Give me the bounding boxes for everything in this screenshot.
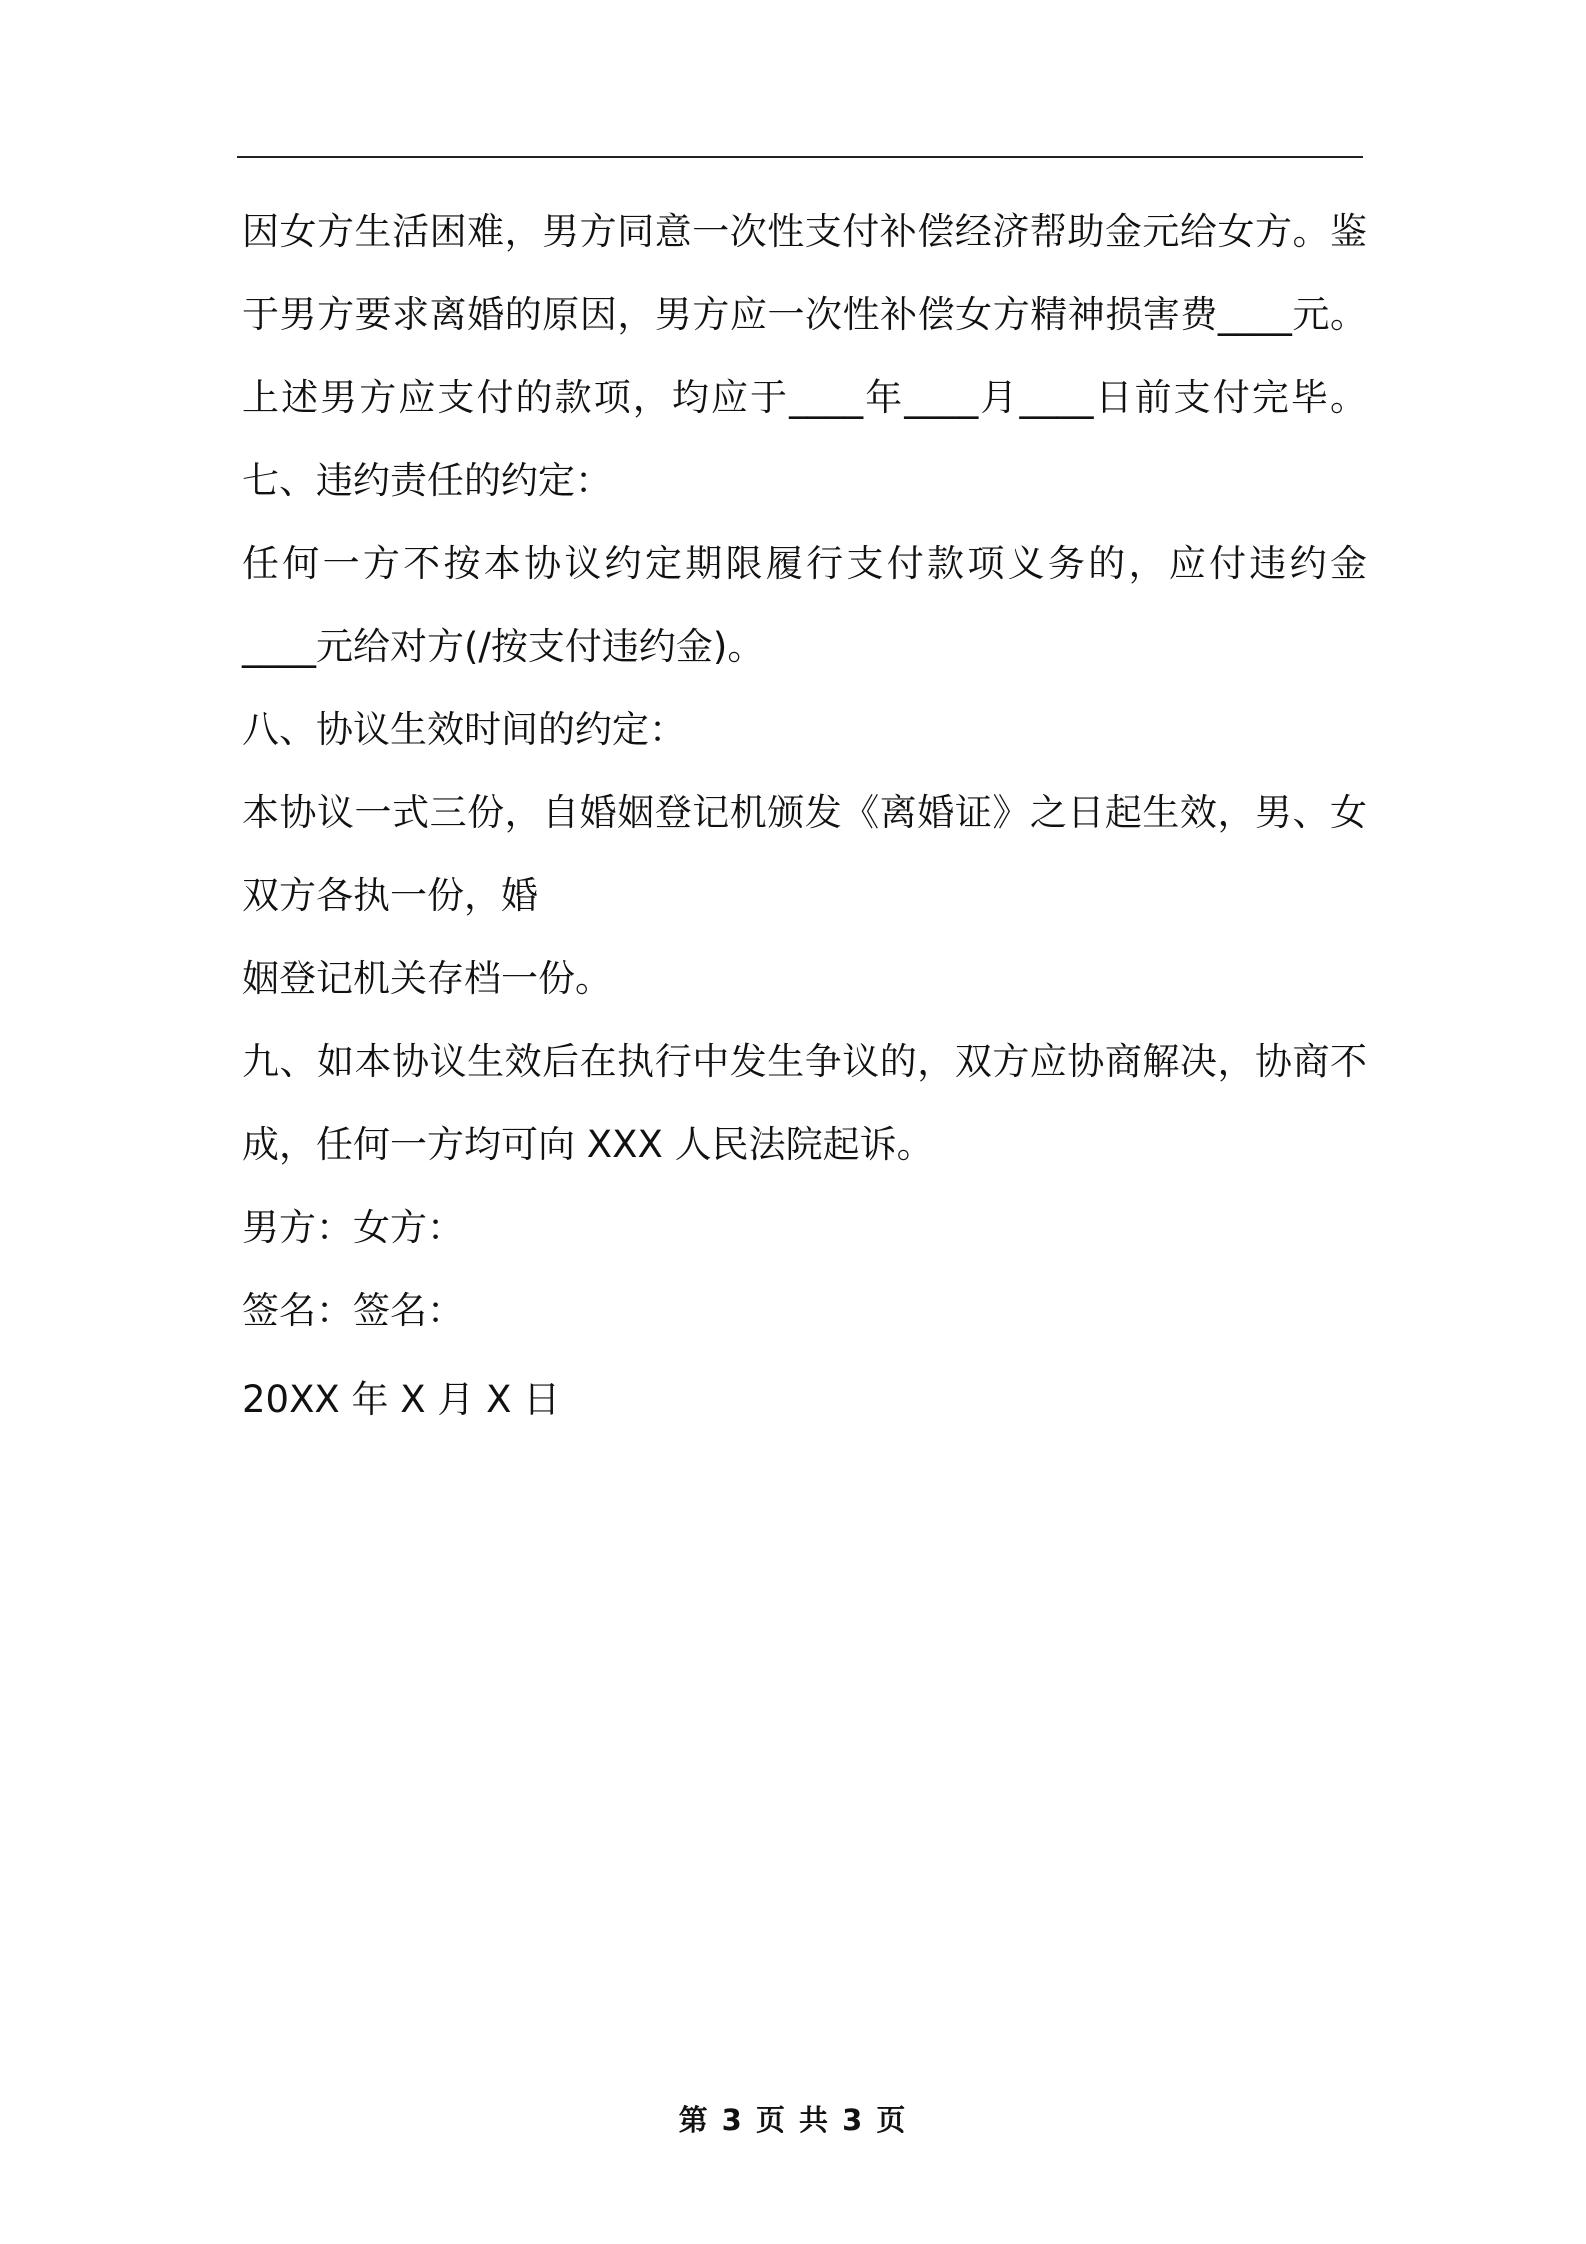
section-heading: 七、违约责任的约定： [242,459,612,502]
paragraph-line: ____元给对方(/按支付违约金)。 [242,625,765,668]
paragraph-line: 本协议一式三份，自婚姻登记机颁发《离婚证》之日起生效，男、女 [242,791,1367,834]
paragraph-line: 姻登记机关存档一份。 [242,957,612,1000]
paragraph-line: 于男方要求离婚的原因，男方应一次性补偿女方精神损害费____元。 [242,293,1367,336]
paragraph-line: 双方各执一份，婚 [242,874,538,917]
date-line: 20XX 年 X 月 X 日 [242,1378,561,1421]
paragraph-line: 任何一方不按本协议约定期限履行支付款项义务的，应付违约金 [242,542,1367,585]
party-labels: 男方：女方： [242,1206,464,1249]
paragraph-line: 九、如本协议生效后在执行中发生争议的，双方应协商解决，协商不 [242,1040,1367,1083]
paragraph-line: 上述男方应支付的款项，均应于____年____月____日前支付完毕。 [242,376,1367,419]
section-heading: 八、协议生效时间的约定： [242,708,686,751]
signature-labels: 签名：签名： [242,1289,464,1332]
header-rule [237,156,1363,158]
paragraph-line: 成，任何一方均可向 XXX 人民法院起诉。 [242,1123,934,1166]
document-body [242,190,1367,1441]
page-number-footer: 第 3 页 共 3 页 [678,2103,908,2137]
paragraph-line: 因女方生活困难，男方同意一次性支付补偿经济帮助金元给女方。鉴 [242,210,1367,253]
